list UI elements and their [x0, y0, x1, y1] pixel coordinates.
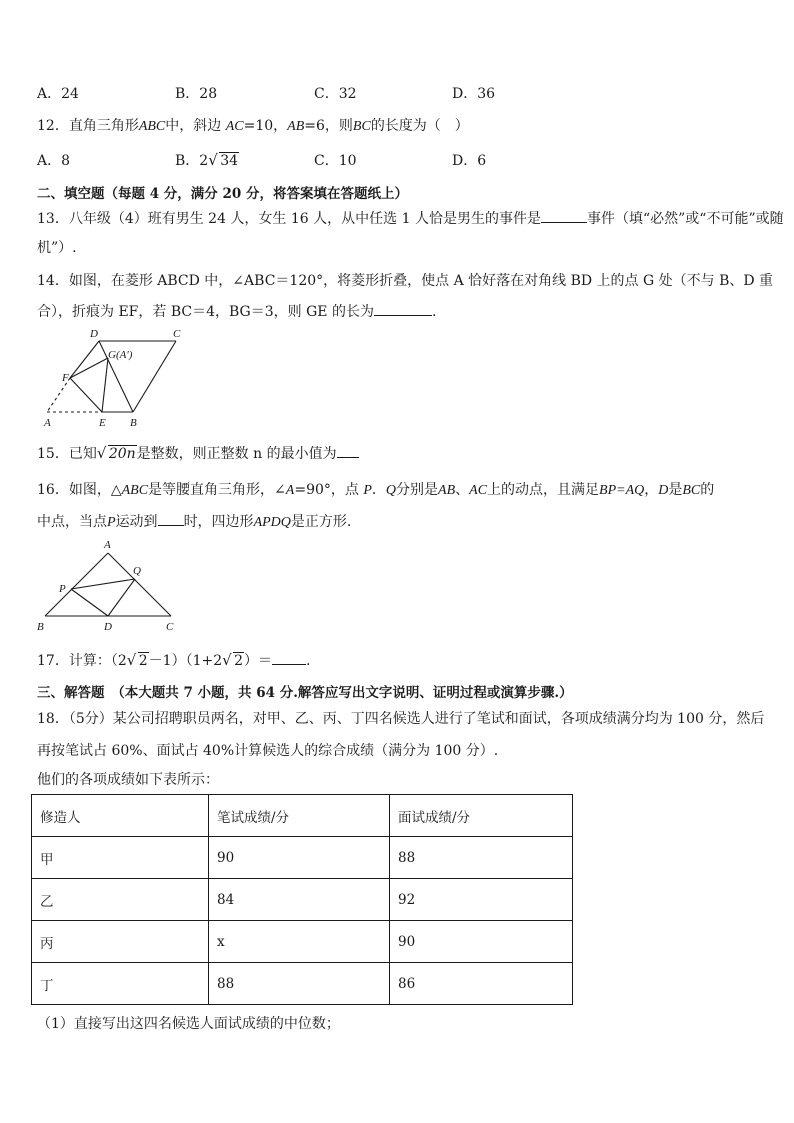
table-cell: 甲	[32, 837, 209, 879]
table-header: 修造人	[32, 795, 209, 837]
q11-option-b: B．28	[175, 86, 218, 102]
section-2-heading: 二、填空题（每题 4 分，满分 20 分，将答案填在答题纸上）	[37, 186, 408, 202]
q12-option-c: C．10	[314, 153, 357, 169]
q14-text: .	[431, 304, 437, 320]
q16-var: A	[285, 483, 295, 498]
q16-var: AC	[469, 483, 488, 498]
table-cell: 84	[209, 879, 390, 921]
fig14-segment-fg	[70, 358, 108, 378]
q16-var: AB	[438, 483, 456, 498]
q12-options	[37, 150, 557, 170]
q16-text: 是等腰直角三角形，∠	[148, 482, 286, 498]
q17	[37, 650, 310, 670]
q18-line1: 18．（5分）某公司招聘职员两名，对甲、乙、丙、丁四名候选人进行了笔试和面试，各项成绩满分均为 100 分，然后	[37, 711, 765, 727]
q12-text: ，则	[324, 118, 353, 134]
table-cell: 乙	[32, 879, 209, 921]
q17-radicand-2: 2	[234, 653, 244, 669]
fig16-label-d: D	[104, 621, 112, 633]
q17-text: .	[306, 653, 311, 669]
q15-text: 是整数，则正整数 n 的最小值为	[136, 446, 337, 462]
q15	[37, 443, 359, 463]
q12-var-abc: ABC	[138, 119, 166, 134]
fig14-label-c: C	[173, 328, 181, 340]
q17-text: ）＝	[244, 653, 273, 669]
q13-text: 事件（填“必然”或“不可能”或随	[586, 211, 784, 227]
q12-var-ab: AB	[287, 119, 305, 134]
q12-value-ac: =10	[243, 118, 274, 134]
table-row	[32, 837, 573, 879]
q16-text: 中点，当点	[37, 514, 107, 530]
q14-line2	[37, 301, 436, 321]
q11-option-d: D．36	[452, 86, 496, 102]
table-cell: 丁	[32, 963, 209, 1005]
q16-var: APDQ	[253, 515, 291, 530]
fig14-label-a: A	[44, 417, 51, 429]
table-cell: 90	[209, 837, 390, 879]
q12-option-b	[175, 150, 239, 170]
sqrt-symbol: √ 2	[126, 651, 148, 669]
q12-option-b-prefix: B．2	[175, 153, 209, 169]
answer-blank[interactable]	[374, 301, 432, 316]
q12-value-ab: =6	[304, 118, 325, 134]
q16-var: BP=AQ	[599, 483, 645, 498]
q12-stem	[37, 115, 469, 135]
q11-options	[37, 83, 557, 103]
q16-var: D	[658, 483, 669, 498]
fig16-segment-qd	[108, 579, 135, 616]
fig16-label-a: A	[104, 539, 111, 551]
table-header: 面试成绩/分	[390, 795, 573, 837]
q12-option-d: D．6	[452, 153, 487, 169]
table-cell: 88	[390, 837, 573, 879]
table-row	[32, 921, 573, 963]
answer-blank[interactable]	[337, 443, 359, 458]
section-3-heading: 三、解答题 （本大题共 7 小题，共 64 分.解答应写出文字说明、证明过程或演算步骤.）	[37, 685, 573, 701]
table-cell: 90	[390, 921, 573, 963]
q15-radicand: 20n	[108, 446, 136, 462]
q16-text: 、	[455, 482, 470, 498]
fig14-label-e: E	[99, 417, 106, 429]
q16-text: 的	[700, 482, 715, 498]
q16-text: 运动到	[115, 514, 158, 530]
q16-var: P	[363, 483, 372, 498]
fig16-label-c: C	[166, 621, 174, 633]
fig14-label-b: B	[130, 417, 137, 429]
q16-var: Q	[385, 483, 397, 498]
answer-blank[interactable]	[158, 511, 184, 526]
q16-text: ，	[644, 482, 659, 498]
fig16-label-q: Q	[133, 565, 141, 577]
q13-text: 13．八年级（4）班有男生 24 人，女生 16 人，从中任选 1 人恰是男生的事件是	[37, 211, 541, 227]
figure-rhombus	[30, 326, 200, 430]
q16-text: 分别是	[396, 482, 439, 498]
q18-line3: 他们的各项成绩如下表所示：	[37, 772, 219, 788]
sqrt-symbol: √ 34	[208, 151, 239, 169]
q16-var: ABC	[121, 483, 149, 498]
answer-blank[interactable]	[541, 208, 587, 223]
table-cell: x	[209, 921, 390, 963]
q16-var: BC	[682, 483, 701, 498]
fig14-label-d: D	[90, 328, 98, 340]
fig16-segment-pd	[71, 589, 108, 616]
q16-text: =90°，点	[294, 482, 359, 498]
fig14-fold-fe	[70, 378, 102, 412]
q12-var-ac: AC	[225, 119, 244, 134]
q16-text: 16．如图，△	[37, 482, 122, 498]
q12-option-a: A．8	[37, 153, 71, 169]
fig14-label-f: F	[62, 372, 69, 384]
q16-var: P	[107, 515, 116, 530]
q14-text: 合），折痕为 EF，若 BC＝4，BG＝3，则 GE 的长为	[37, 304, 374, 320]
q13-line1	[37, 208, 784, 228]
q15-text: 15．已知	[37, 446, 97, 462]
q17-radicand-1: 2	[138, 653, 148, 669]
q11-option-a: A．24	[37, 86, 79, 102]
table-row	[32, 879, 573, 921]
q12-text: 12．直角三角形	[37, 118, 139, 134]
q13-line2: 机”）.	[37, 240, 77, 256]
q18-line2: 再按笔试占 60%、面试占 40%计算候选人的综合成绩（满分为 100 分）.	[37, 743, 499, 759]
q16-text: 时，四边形	[183, 514, 254, 530]
figure-isosceles-right-triangle	[30, 536, 190, 634]
fig14-edge-cb	[133, 341, 176, 412]
q12-option-b-radicand: 34	[220, 153, 239, 169]
fig16-label-b: B	[37, 621, 44, 633]
q16-line1	[37, 479, 714, 499]
table-cell: 88	[209, 963, 390, 1005]
table-cell: 丙	[32, 921, 209, 963]
q14-line1: 14．如图，在菱形 ABCD 中，∠ABC＝120°，将菱形折叠，使点 A 恰好落在对角线 BD 上的点 G 处（不与 B、D 重	[37, 273, 774, 289]
q11-option-c: C．32	[314, 86, 357, 102]
score-table	[31, 794, 573, 1005]
answer-blank[interactable]	[272, 650, 306, 665]
fig14-segment-ge	[102, 358, 108, 412]
q16-text: 是正方形.	[290, 514, 352, 530]
q12-text: ，	[273, 118, 288, 134]
sqrt-symbol: √ 2	[222, 651, 244, 669]
q16-text: ．	[371, 482, 386, 498]
q18-sub1: （1）直接写出这四名候选人面试成绩的中位数；	[37, 1016, 340, 1032]
q16-text: 是	[668, 482, 683, 498]
table-header: 笔试成绩/分	[209, 795, 390, 837]
q12-text: 的长度为（ ）	[370, 118, 469, 134]
q12-var-bc: BC	[352, 119, 371, 134]
q17-text: 17．计算：（2	[37, 653, 127, 669]
sqrt-symbol: √ 20n	[96, 444, 136, 462]
q16-text: 上的动点，且满足	[487, 482, 600, 498]
q12-text: 中，斜边	[165, 118, 222, 134]
table-row	[32, 963, 573, 1005]
fig16-label-p: P	[59, 583, 66, 595]
fig14-edge-df	[70, 341, 99, 378]
table-cell: 92	[390, 879, 573, 921]
table-cell: 86	[390, 963, 573, 1005]
table-header-row	[32, 795, 573, 837]
q17-text: －1）（1+2	[148, 653, 223, 669]
q16-line2	[37, 511, 351, 531]
fig14-label-g: G(A′)	[108, 349, 133, 361]
fig16-edge-ac	[108, 553, 171, 616]
